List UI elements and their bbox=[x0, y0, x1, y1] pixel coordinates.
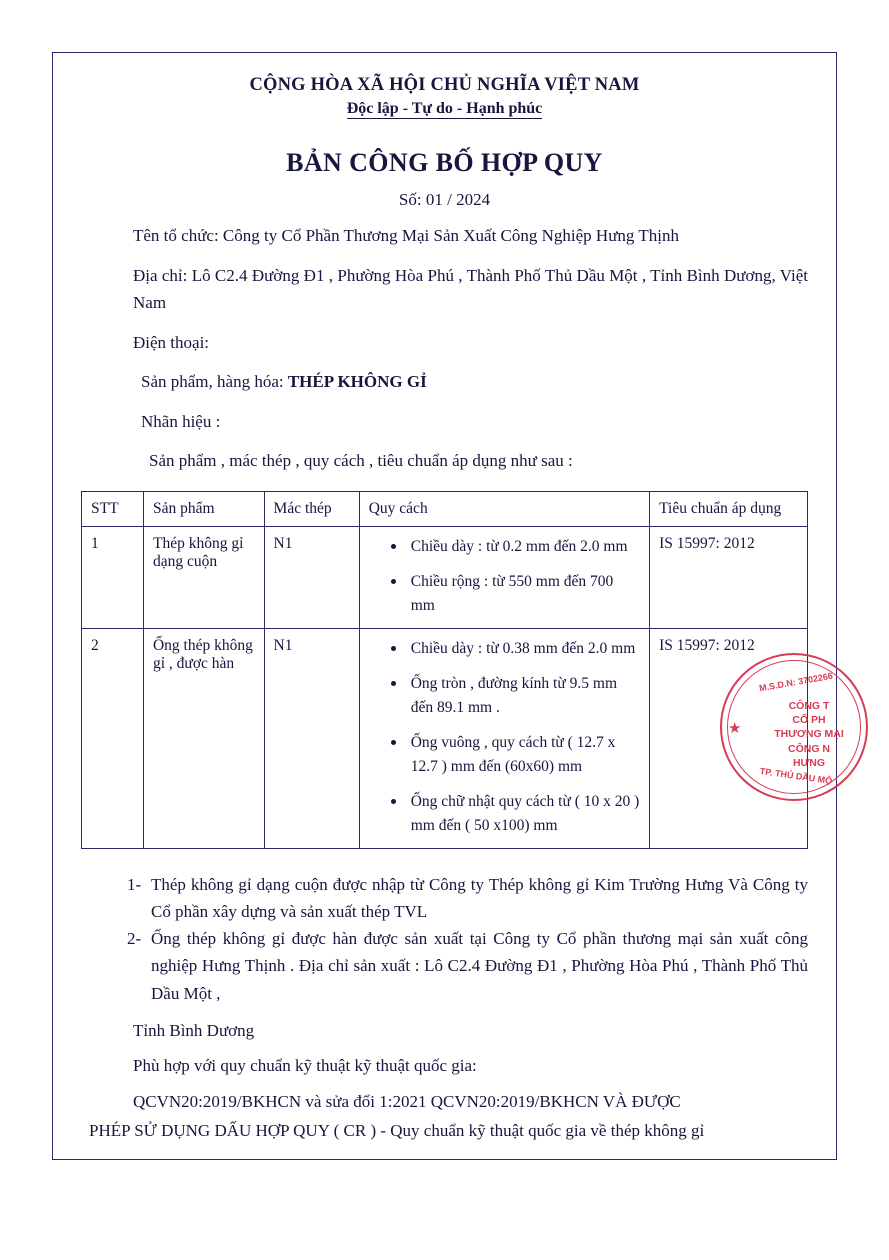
stamp-location-text: TP. THỦ DẦU MỘ bbox=[759, 765, 833, 787]
cell-specs bbox=[359, 526, 649, 628]
table-row bbox=[82, 628, 808, 848]
cell-product: Ống thép không gỉ , được hàn bbox=[143, 628, 264, 848]
tail-section bbox=[81, 1017, 808, 1145]
document-number: Số: 01 / 2024 bbox=[398, 190, 491, 209]
cell-product: Thép không gỉ dạng cuộn bbox=[143, 526, 264, 628]
note-number: 2- bbox=[127, 929, 142, 949]
conformity-line-2: PHÉP SỬ DỤNG DẤU HỢP QUY ( CR ) - Quy chuẩn kỹ thuật quốc gia về thép không gỉ bbox=[89, 1121, 705, 1141]
notes-section bbox=[81, 871, 808, 1007]
col-header-product: Sản phẩm bbox=[143, 491, 264, 526]
col-header-grade: Mác thép bbox=[264, 491, 359, 526]
star-icon: ★ bbox=[728, 721, 742, 737]
national-heading: CỘNG HÒA XÃ HỘI CHỦ NGHĨA VIỆT NAM bbox=[249, 75, 640, 95]
note-number: 1- bbox=[127, 874, 142, 894]
spec-list bbox=[369, 637, 640, 838]
document-page bbox=[52, 52, 844, 1160]
spec-list bbox=[369, 535, 640, 618]
document-title: BẢN CÔNG BỐ HỢP QUY bbox=[286, 148, 603, 177]
note-text: Thép không gỉ dạng cuộn được nhập từ Công ty Thép không gỉ Kim Trường Hưng Và Công ty Cổ phần xây dựng và sản xuất thép TVL bbox=[151, 874, 808, 922]
spec-table bbox=[81, 491, 808, 849]
conformity-line-1: QCVN20:2019/BKHCN và sửa đổi 1:2021 QCVN20:2019/BKHCN VÀ ĐƯỢC bbox=[133, 1091, 681, 1111]
province-line: Tỉnh Bình Dương bbox=[133, 1020, 255, 1040]
national-motto bbox=[81, 100, 808, 118]
spec-item: Ống tròn , đường kính từ 9.5 mm đến 89.1 mm . bbox=[391, 672, 640, 720]
document-body bbox=[53, 53, 844, 1159]
spec-item: Ống chữ nhật quy cách từ ( 10 x 20 ) mm đến ( 50 x100) mm bbox=[391, 790, 640, 838]
product-label: Sản phẩm, hàng hóa: bbox=[141, 372, 284, 392]
col-header-spec: Quy cách bbox=[359, 491, 649, 526]
col-header-stt: STT bbox=[82, 491, 144, 526]
stamp-line-2: CỔ PH bbox=[792, 714, 826, 727]
note-item bbox=[81, 871, 808, 925]
table-row bbox=[82, 526, 808, 628]
cell-stt: 2 bbox=[82, 628, 144, 848]
stamp-line-3: THƯƠNG MẠI bbox=[774, 728, 844, 741]
spec-intro-line: Sản phẩm , mác thép , quy cách , tiêu chuẩn áp dụng như sau : bbox=[149, 451, 573, 471]
spec-item: Chiều dày : từ 0.2 mm đến 2.0 mm bbox=[391, 535, 640, 559]
brand-line: Nhãn hiệu : bbox=[141, 411, 221, 431]
product-value: THÉP KHÔNG GỈ bbox=[287, 372, 427, 392]
conformity-label: Phù hợp với quy chuẩn kỹ thuật kỹ thuật quốc gia: bbox=[133, 1056, 477, 1076]
note-text: Ống thép không gỉ được hàn được sản xuất tại Công ty Cổ phần thương mại sản xuất công nghiệp Hưng Thịnh . Địa chỉ sản xuất : Lô C2.4 Đường Đ1 , Phường Hòa Phú , Thành Phố Thủ Dầu Một , bbox=[151, 929, 808, 1003]
stamp-registration-number: M.S.D.N: 3702266 bbox=[758, 670, 834, 694]
table-header-row bbox=[82, 491, 808, 526]
col-header-standard: Tiêu chuẩn áp dụng bbox=[650, 491, 808, 526]
cell-standard: IS 15997: 2012 bbox=[650, 526, 808, 628]
spec-item: Ống vuông , quy cách từ ( 12.7 x 12.7 ) mm đến (60x60) mm bbox=[391, 731, 640, 779]
stamp-line-4: CÔNG N bbox=[788, 742, 830, 755]
stamp-line-5: HƯNG bbox=[792, 756, 826, 769]
org-address-line: Địa chỉ: Lô C2.4 Đường Đ1 , Phường Hòa Phú , Thành Phố Thủ Dầu Một , Tỉnh Bình Dương, Việt Nam bbox=[133, 265, 808, 313]
org-phone-line: Điện thoại: bbox=[133, 332, 210, 352]
cell-grade: N1 bbox=[264, 526, 359, 628]
spec-item: Chiều rộng : từ 550 mm đến 700 mm bbox=[391, 570, 640, 618]
note-item bbox=[81, 925, 808, 1007]
org-name-line: Tên tổ chức: Công ty Cổ Phần Thương Mại Sản Xuất Công Nghiệp Hưng Thịnh bbox=[133, 226, 679, 245]
stamp-line-1: CÔNG T bbox=[788, 700, 830, 712]
motto-text: Độc lập - Tự do - Hạnh phúc bbox=[346, 100, 543, 117]
cell-standard: IS 15997: 2012 bbox=[650, 628, 808, 848]
cell-specs bbox=[359, 628, 649, 848]
spec-item: Chiều dày : từ 0.38 mm đến 2.0 mm bbox=[391, 637, 640, 661]
cell-stt: 1 bbox=[82, 526, 144, 628]
cell-grade: N1 bbox=[264, 628, 359, 848]
product-line bbox=[81, 368, 808, 396]
